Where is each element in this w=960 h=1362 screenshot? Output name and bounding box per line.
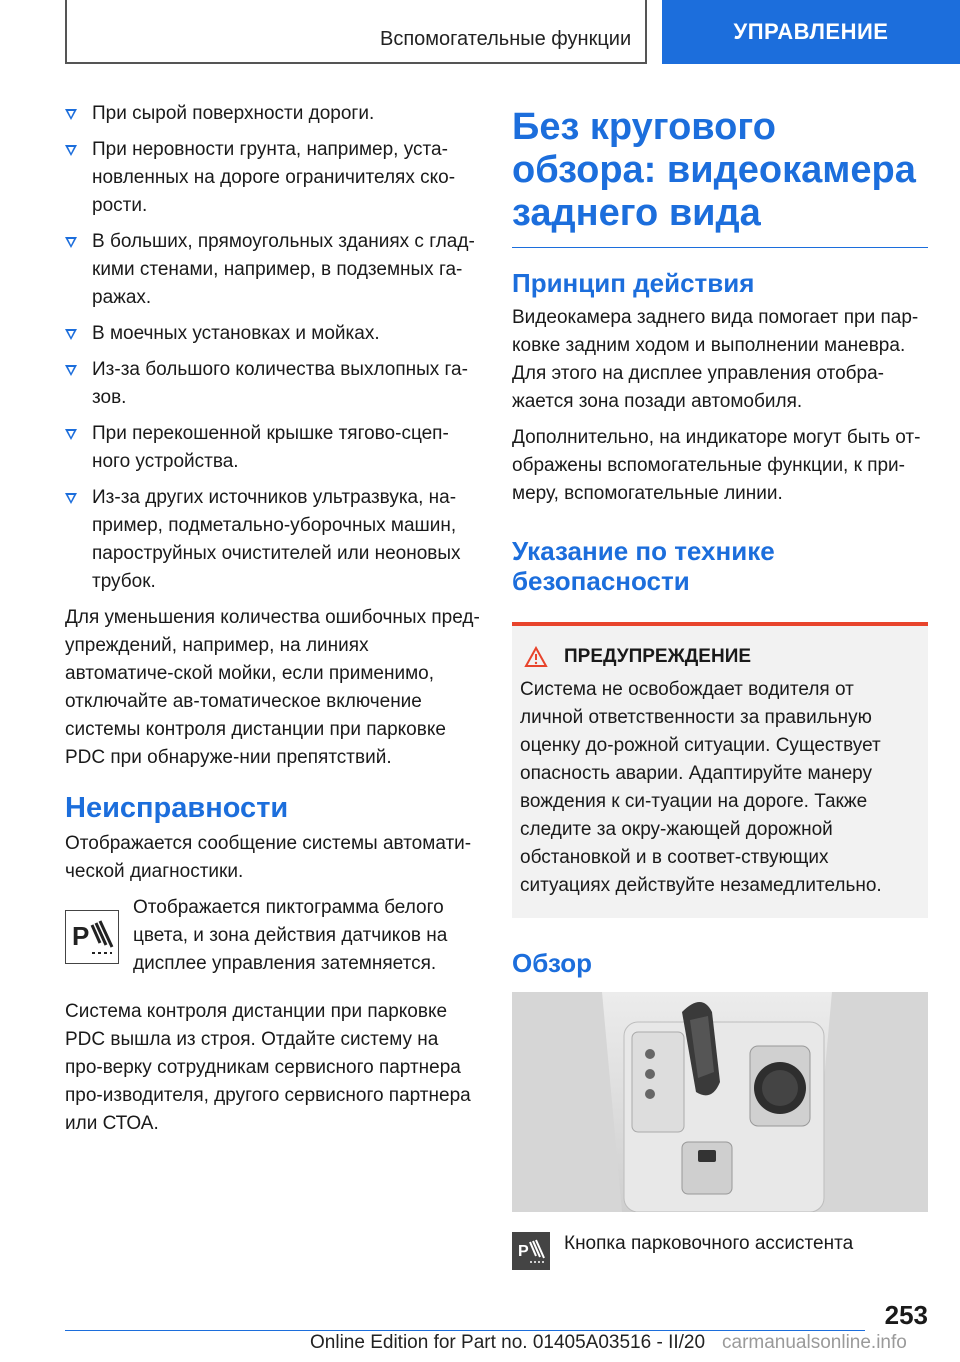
list-item: Из-за других источников ультразвука, на-пример, подметально-уборочных машин, пароструйных очистителей или неоновых трубок. [65,484,480,596]
svg-text:P: P [518,1243,529,1260]
bullet-icon [65,365,77,376]
overview-heading: Обзор [512,948,592,978]
list-item: В больших, прямоугольных зданиях с глад-кими стенами, например, в подземных га-ражах. [65,228,480,312]
bullet-icon [65,493,77,504]
pictogram-text: Отображается пиктограмма белого цвета, и зона действия датчиков на дисплее управления затемняется. [133,897,448,974]
bullet-icon [65,329,77,340]
caption-row [512,1232,853,1270]
right-column [512,100,928,1074]
car-console-photo [512,992,928,1212]
pictogram-row [65,894,480,978]
condition-list [65,100,480,596]
list-item: В моечных установках и мойках. [65,320,480,348]
footer-divider [65,1330,865,1331]
bullet-icon [65,429,77,440]
safety-heading: Указание по технике безопасности [512,536,775,596]
footer-edition: Online Edition for Part no. 01405A03516 - II/20 [310,1332,706,1353]
list-item: При перекошенной крышке тягово-сцеп-ного устройства. [65,420,480,476]
warning-title: ПРЕДУПРЕЖДЕНИЕ [564,646,752,667]
list-item: Из-за большого количества выхлопных га-зов. [65,356,480,412]
principle-text-2: Дополнительно, на индикаторе могут быть от-ображены вспомогательные функции, к при-меру, вспомогательные линии. [512,427,921,504]
warning-box [512,622,928,918]
reduce-errors-paragraph: Для уменьшения количества ошибочных пред-упреждений, например, на линиях автоматиче-ской мойки, если применимо, отключайте ав-томатическое включение системы контроля дистанции при парковке PDC при обнаруже-нии препятствий. [65,607,480,768]
list-item: При неровности грунта, например, уста-новленных на дороге ограничителях ско-рости. [65,136,480,220]
photo-caption: Кнопка парковочного ассистента [564,1233,854,1254]
principle-heading: Принцип действия [512,268,755,298]
section-title: Без кругового обзора: видеокамера заднего вида [512,106,916,234]
bullet-icon [65,237,77,248]
bullet-icon [65,109,77,120]
principle-text-1: Видеокамера заднего вида помогает при пар-ковке задним ходом и выполнении маневра. Для этого на дисплее управления отобра-жается зона позади автомобиля. [512,307,919,412]
svg-text:P: P [72,921,90,951]
header-tab-control[interactable]: УПРАВЛЕНИЕ [662,0,960,64]
parking-assist-button-icon [512,1232,550,1270]
title-divider [512,247,928,248]
header-section-title: Вспомогательные функции [380,28,632,50]
warning-triangle-icon [524,646,548,668]
footer-watermark: carmanualsonline.info [722,1332,907,1353]
warning-text: Система не освобождает водителя от личной ответственности за правильную оценку до-рожной ситуации. Существует опасность аварии. Адаптируйте манеру вождения к си-туации на дороге. Также следите за окру-жающей дорожной обстановкой и в соответ-ствующих ситуациях действуйте незамедлительно. [520,679,882,896]
malfunction-heading: Неисправности [65,792,289,824]
left-column [65,100,480,1146]
malfunction-text: Отображается сообщение системы автомати-ческой диагностики. [65,833,472,882]
list-item: При сырой поверхности дороги. [65,100,480,128]
page-number: 253 [884,1300,928,1330]
parking-sensor-icon [65,910,119,964]
bullet-icon [65,145,77,156]
system-failed-text: Система контроля дистанции при парковке PDC вышла из строя. Отдайте систему на про-верку сотрудникам сервисного партнера про-изводителя, другого сервисного партнера или СТОА. [65,1001,471,1134]
